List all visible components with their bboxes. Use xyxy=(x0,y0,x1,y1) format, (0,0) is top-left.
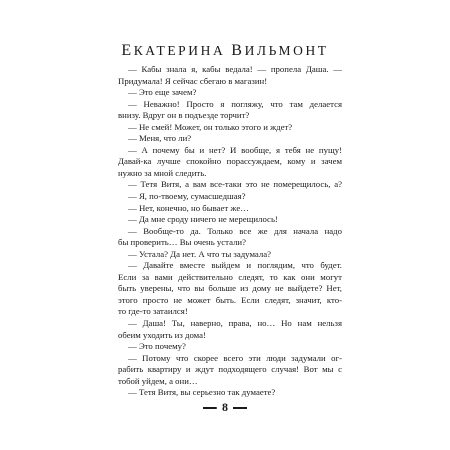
text-line: Если за вами действительно следят, то как они могут xyxy=(118,271,342,282)
folio-dash-left xyxy=(203,407,217,409)
text-line: — Я, по-твоему, сумасшедшая? xyxy=(128,191,246,202)
text-line: — Меня, что ли? xyxy=(128,133,192,144)
text-line: — А почему бы и нет? И вообще, я тебя не пущу! xyxy=(128,144,342,155)
text-line: нужно за мной следить. xyxy=(118,167,207,178)
text-line: то где-то затаился! xyxy=(118,306,188,317)
running-head-word-1: КАТЕРИНА xyxy=(133,43,232,58)
page-number-value: 8 xyxy=(222,400,228,414)
text-line: — Кабы знала я, кабы ведала! — пропела Даша. — xyxy=(128,64,342,74)
running-head-initial-2: В xyxy=(231,42,245,59)
text-line: быть уверены, что вы больше из дому не выйдете? Нет, xyxy=(118,283,342,294)
text-line: — Даша! Ты, наверно, права, но… Но нам нельзя xyxy=(128,318,342,329)
text-line: — Да мне сроду ничего не мерещилось! xyxy=(128,214,278,225)
page-number xyxy=(0,400,450,415)
text-line: обеим уходить из дома! xyxy=(118,329,206,340)
text-line: — Неважно! Просто я погляжу, что там делается xyxy=(128,98,342,109)
text-line: — Устала? Да нет. А что ты задумала? xyxy=(128,248,272,259)
text-line: — Тетя Витя, а вам все-таки это не померещилось, а? xyxy=(128,179,342,190)
text-line: рабить квартиру и ждут подходящего случая! Вот мы с xyxy=(118,364,342,375)
running-head-author xyxy=(0,42,450,60)
text-line: — Это почему? xyxy=(128,341,186,352)
folio-dash-right xyxy=(233,407,247,409)
text-line: — Не смей! Может, он только этого и ждет? xyxy=(128,121,293,132)
text-line: — Тетя Витя, вы серьезно так думаете? xyxy=(128,387,276,398)
text-line: — Вообще-то да. Только все же для начала надо xyxy=(128,225,342,236)
text-line: внизу. Вдруг он в подъезде торчит? xyxy=(118,110,250,121)
running-head-word-2: ИЛЬМОНТ xyxy=(244,43,329,58)
text-line: — Давайте вместе выйдем и поглядим, что будет. xyxy=(128,260,342,271)
body-text xyxy=(118,64,342,399)
text-line: — Нет, конечно, но бывает же… xyxy=(128,202,249,213)
text-line: — Потому что скорее всего эти люди задумали ог- xyxy=(128,352,342,363)
running-head-initial-1: Е xyxy=(121,42,134,59)
text-line: Придумала! Я сейчас сбегаю в магазин! xyxy=(118,75,268,86)
text-line: тобой уйдем, а они… xyxy=(118,375,198,386)
text-line: этого просто не может быть. Если следят, значит, кто- xyxy=(118,294,342,305)
text-line: бы проверить… Вы очень устали? xyxy=(118,237,247,248)
text-line: Давай-ка лучше спокойно порассуждаем, кому и зачем xyxy=(118,156,342,167)
text-line: — Это еще зачем? xyxy=(128,87,197,98)
